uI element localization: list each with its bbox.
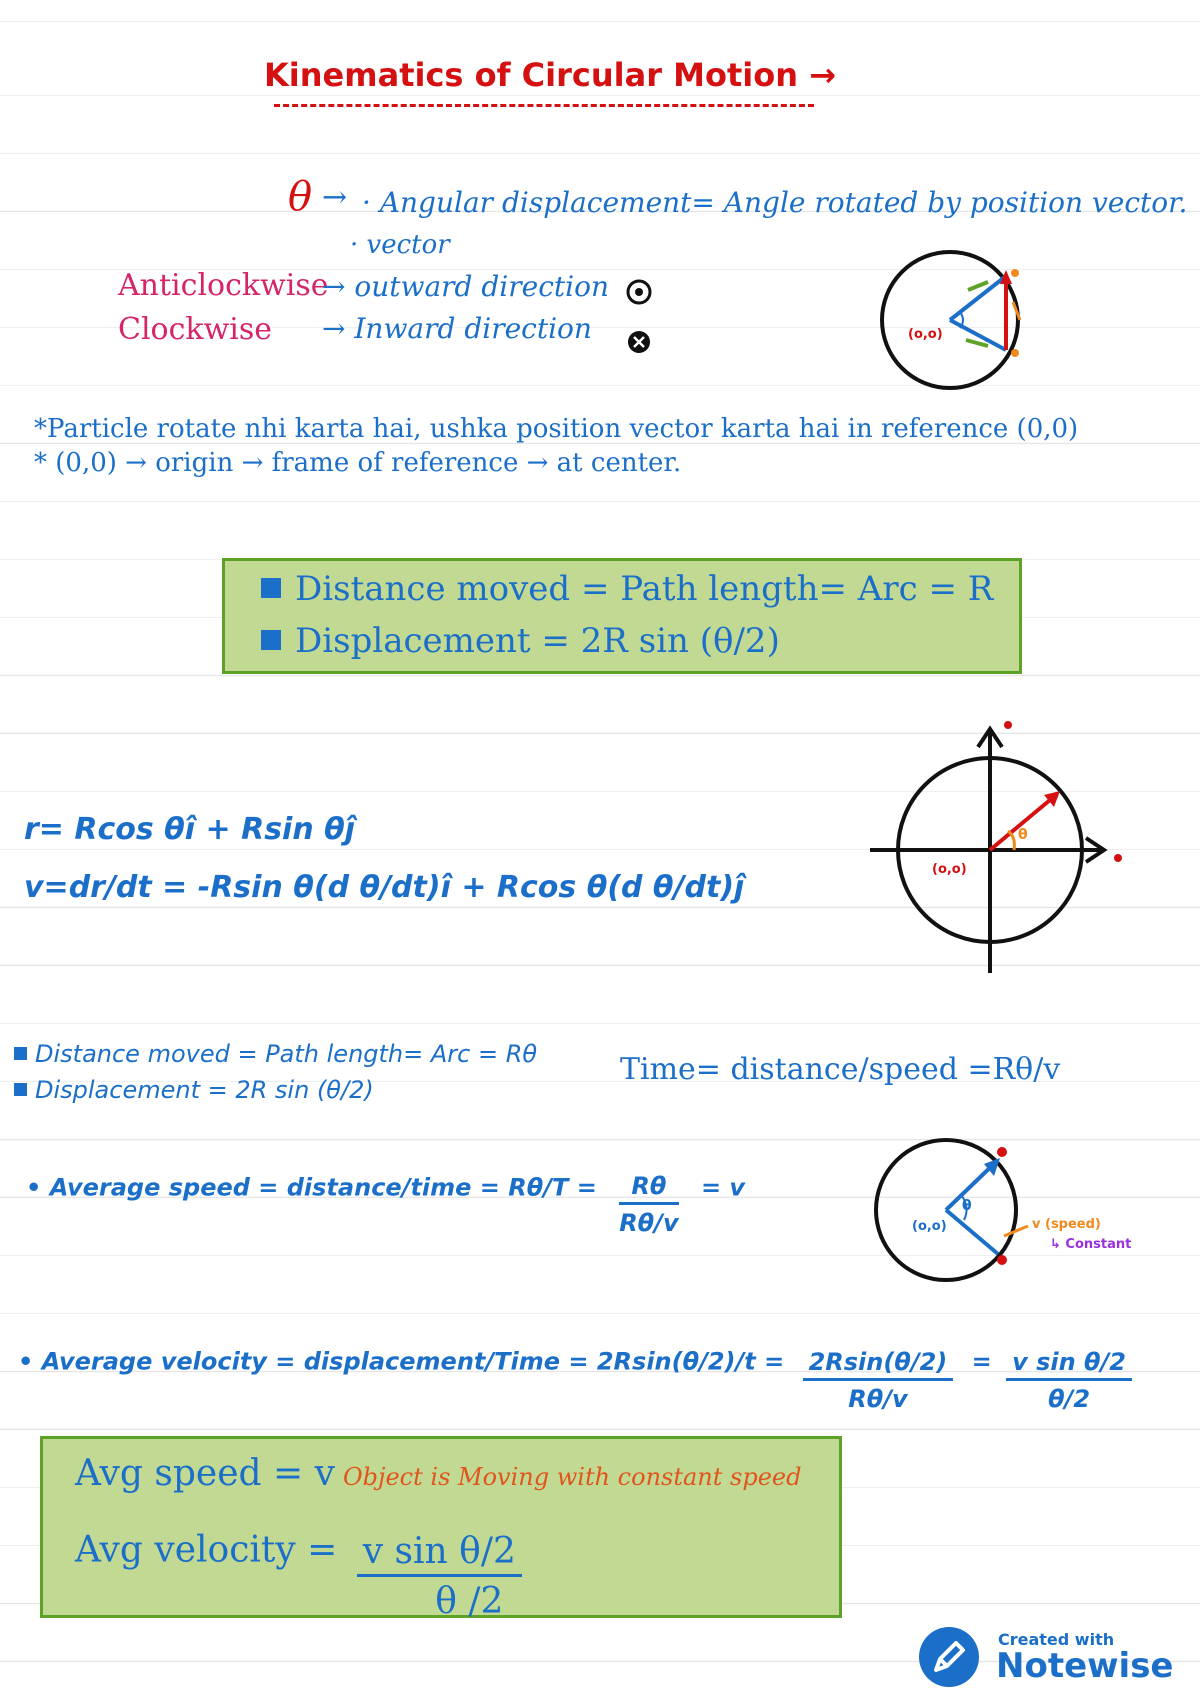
page-title: Kinematics of Circular Motion →	[264, 56, 836, 94]
bullet-square-icon	[14, 1047, 27, 1060]
theta-arrow: →	[322, 180, 348, 215]
bullet-square-icon	[14, 1083, 27, 1096]
notewise-pen-icon	[918, 1626, 980, 1692]
brand-created-with: Created with	[998, 1630, 1115, 1649]
position-vector-equation: r= Rcos θî + Rsin θĵ	[24, 812, 356, 847]
list2-line-2: Displacement = 2R sin (θ/2)	[14, 1076, 374, 1104]
note-line-1: *Particle rotate nhi karta hai, ushka position vector karta hai in reference (0,0)	[34, 414, 1079, 444]
outward-dot-icon	[625, 278, 653, 310]
coordinate-circle-diagram	[870, 715, 1130, 980]
average-velocity-equation: • Average velocity = displacement/Time = 2Rsin(θ/2)/t = $\frac{2Rsin(\theta/2)}{R\theta/v}$ = $\frac{\text{v sin θ/2}}{\theta/2}$	[18, 1330, 1138, 1395]
angular-displacement-def: · Angular displacement= Angle rotated by position vector.	[362, 186, 1188, 219]
brand-name: Notewise	[996, 1646, 1174, 1686]
summary-avg-velocity: Avg velocity = $\frac{\text{v sin θ/2}}{\theta /2}$	[75, 1507, 522, 1598]
box1-line-2: Displacement = 2R sin (θ/2)	[261, 621, 780, 661]
diagram2-angle-label: θ	[1018, 827, 1028, 843]
diagram3-center-label: (o,o)	[912, 1219, 947, 1234]
note-line-2: * (0,0) → origin → frame of reference → at center.	[34, 448, 682, 478]
box1-line-1: Distance moved = Path length= Arc = R	[261, 569, 993, 609]
title-underline	[274, 104, 814, 107]
summary-velocity-fraction: $\frac{\text{v sin θ/2}}{\theta /2}$	[357, 1531, 522, 1622]
diagram2-center-label: (o,o)	[932, 862, 967, 877]
anticlockwise-label: Anticlockwise	[118, 268, 329, 303]
average-speed-fraction: $\frac{R\theta}{R\theta/v}$	[619, 1172, 679, 1237]
clockwise-desc: → Inward direction	[322, 312, 592, 345]
summary-avg-speed: Avg speed = v	[75, 1453, 335, 1494]
diagram3-constant-label: ↳ Constant	[1050, 1237, 1132, 1252]
vector-note: · vector	[350, 230, 450, 260]
angular-displacement-diagram	[870, 240, 1040, 400]
velocity-vector-equation: v=dr/dt = -Rsin θ(d θ/dt)î + Rcos θ(d θ/dt)ĵ	[24, 870, 745, 905]
summary-box	[40, 1436, 842, 1622]
distance-displacement-box	[222, 558, 1022, 674]
bullet-square-icon	[261, 630, 281, 650]
clockwise-label: Clockwise	[118, 312, 273, 347]
anticlockwise-desc: → outward direction	[322, 270, 609, 303]
average-speed-equation: • Average speed = distance/time = Rθ/T = $\frac{R\theta}{R\theta/v}$ = v	[26, 1172, 746, 1237]
diagram3-speed-label: v (speed)	[1032, 1217, 1101, 1232]
diagram3-angle-label: θ	[962, 1198, 972, 1214]
diagram1-center-label: (o,o)	[908, 327, 943, 342]
speed-circle-diagram	[870, 1130, 1170, 1290]
inward-cross-icon	[625, 328, 653, 360]
bullet-square-icon	[261, 578, 281, 598]
list2-line-1: Distance moved = Path length= Arc = Rθ	[14, 1040, 537, 1068]
average-velocity-fraction-1: $\frac{2Rsin(\theta/2)}{R\theta/v}$	[803, 1348, 954, 1413]
time-formula: Time= distance/speed =Rθ/v	[620, 1052, 1061, 1087]
theta-symbol: θ	[288, 174, 313, 220]
average-velocity-fraction-2: $\frac{\text{v sin θ/2}}{\theta/2}$	[1006, 1348, 1132, 1413]
summary-constant-speed-note: Object is Moving with constant speed	[343, 1463, 802, 1491]
